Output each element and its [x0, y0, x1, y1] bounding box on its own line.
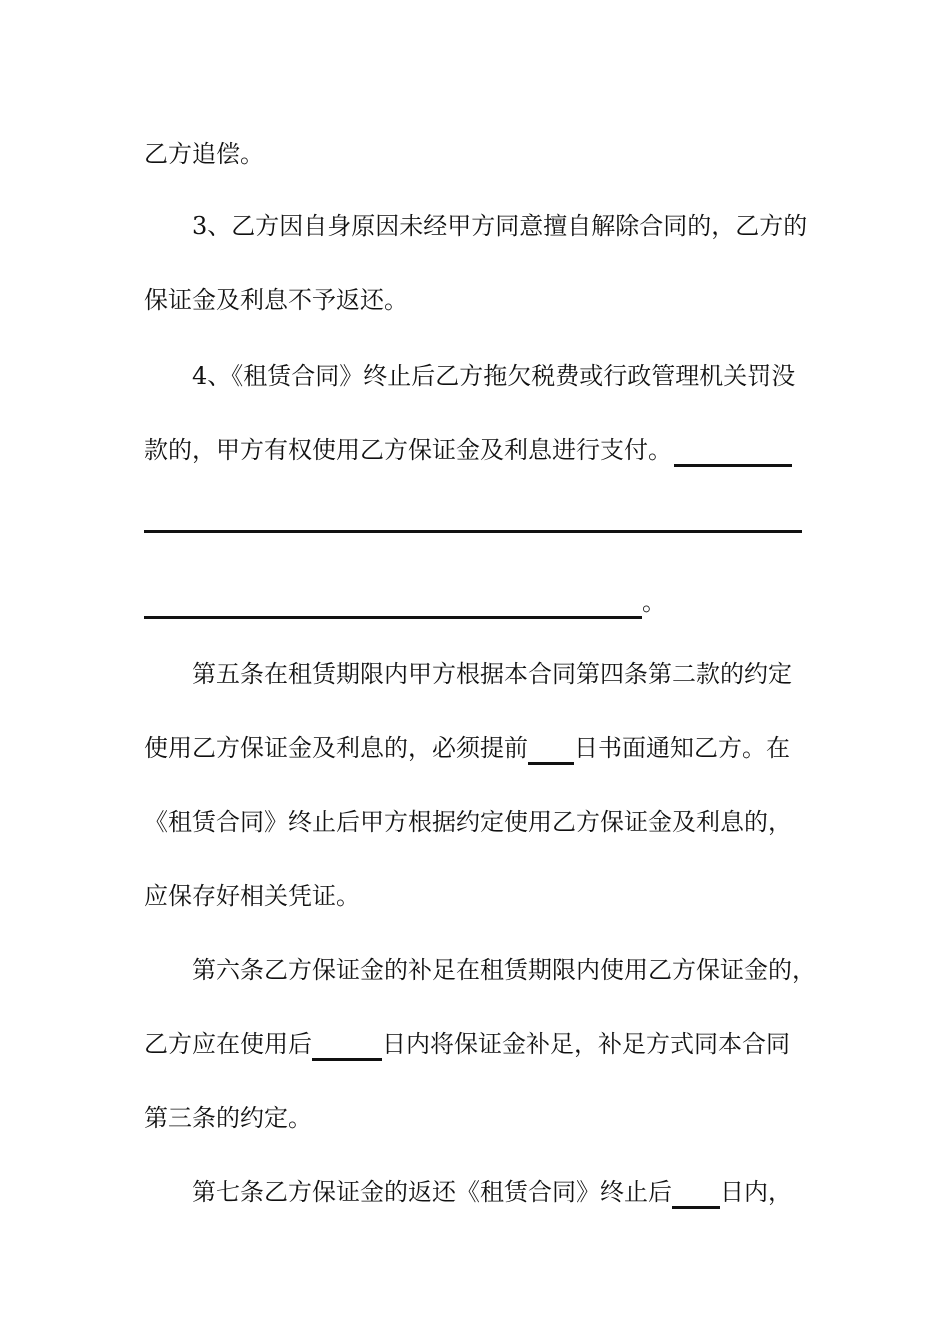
clause-4-line-1: 4、《租赁合同》终止后乙方拖欠税费或行政管理机关罚没: [192, 362, 796, 390]
article-6-text-b: 日内将保证金补足，补足方式同本合同: [382, 1030, 790, 1058]
clause-4-text: 款的，甲方有权使用乙方保证金及利息进行支付。: [144, 436, 672, 464]
article-6-line-2: [144, 1026, 790, 1062]
clause-3-line-1: 3、乙方因自身原因未经甲方同意擅自解除合同的，乙方的: [192, 212, 808, 240]
blank-line-period: 。: [642, 588, 666, 616]
fill-in-blank: [672, 1206, 720, 1209]
article-6-text-a: 乙方应在使用后: [144, 1030, 312, 1058]
fill-in-blank: [312, 1058, 382, 1061]
article-5-line-1: 第五条在租赁期限内甲方根据本合同第四条第二款的约定: [192, 660, 792, 688]
article-5-text-a: 使用乙方保证金及利息的，必须提前: [144, 734, 528, 762]
article-6-line-3: 第三条的约定。: [144, 1104, 312, 1132]
article-7-text-a: 第七条乙方保证金的返还《租赁合同》终止后: [192, 1178, 672, 1206]
clause-3-line-2: 保证金及利息不予返还。: [144, 286, 408, 314]
blank-line-end: [144, 584, 666, 620]
article-5-line-2: [144, 730, 790, 766]
fill-in-blank-line: [144, 530, 802, 533]
article-6-line-1: 第六条乙方保证金的补足在租赁期限内使用乙方保证金的，: [192, 956, 816, 984]
clause-4-line-2: [144, 432, 792, 468]
fill-in-blank: [674, 464, 792, 467]
fill-in-blank: [528, 762, 574, 765]
article-5-text-b: 日书面通知乙方。在: [574, 734, 790, 762]
article-5-line-3: 《租赁合同》终止后甲方根据约定使用乙方保证金及利息的，: [144, 808, 792, 836]
article-5-line-4: 应保存好相关凭证。: [144, 882, 360, 910]
text-line-1: 乙方追偿。: [144, 140, 264, 168]
fill-in-blank: [144, 616, 642, 619]
article-7-text-b: 日内，: [720, 1178, 792, 1206]
article-7-line-1: [192, 1174, 792, 1210]
